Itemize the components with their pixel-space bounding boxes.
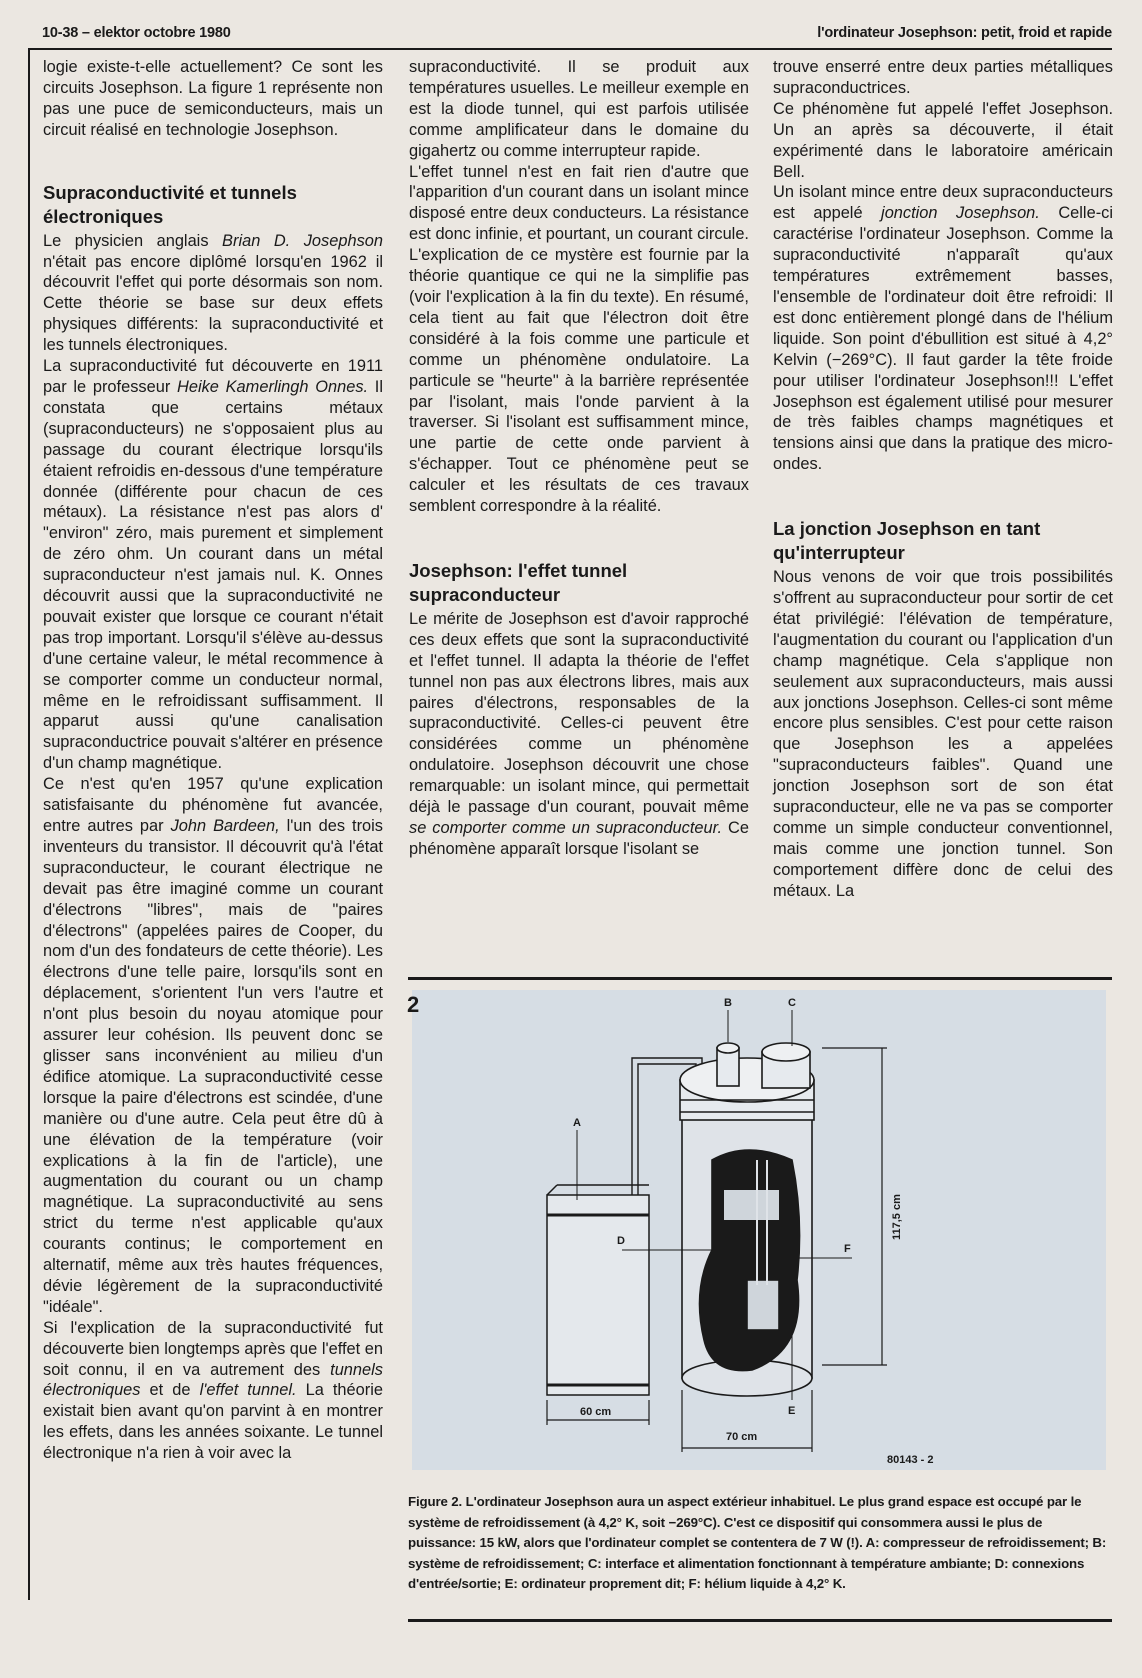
column-3 [773,57,1113,902]
paragraph: Le physicien anglais Brian D. Josephson n'était pas encore diplômé lorsqu'en 1962 il découvrit l'effet qui porte désormais son nom. Cette théorie se base sur deux effets physiques différents: la supraconductivité et les tunnels électroniques. [43,231,384,355]
paragraph: La supraconductivité fut découverte en 1911 par le professeur Heike Kamerlingh Onnes. Il constata que certains métaux (supraconducteurs) ne s'opposaient plus au passage du courant électrique lorsqu'ils étaient refroidis en-dessous d'une température donnée (différente pour chacun de ces métaux). La résistance n'est pas alors d' "environ" zéro, mais purement et simplement de zéro ohm. Un courant dans un métal supraconducteur n'est jamais nul. K. Onnes découvrit aussi que la supraconductivité ne pouvait exister que lorsque ce courant n'était pas trop important. Lorsqu'il s'élève au-dessus d'une certaine valeur, le métal recommence à se comporter comme un conducteur normal, même en le refroidissant suffisamment. Il apparut aussi qu'une canalisation supraconductrice pouvait s'altérer en présence d'un champ magnétique. [43,357,383,773]
section-heading: Supraconductivité et tunnels électroniques [43,181,297,227]
cryostat [680,1043,814,1396]
section-heading: La jonction Josephson en tant qu'interrupteur [773,518,1041,564]
label-a: A [573,1117,581,1129]
label-b: B [724,997,732,1009]
figure-number: 2 [407,992,420,1017]
page-header-left: 10-38 – elektor octobre 1980 [42,25,231,41]
dimension-60cm: 60 cm [580,1406,612,1418]
paragraph: Ce n'est qu'en 1957 qu'une explication satisfaisante du phénomène fut avancée, entre autres par John Bardeen, l'un des trois inventeurs du transistor. Il découvrit qu'à l'état supraconducteur, le courant électrique ne devait pas être imaginé comme un courant d'électrons "libres", mais de "paires d'électrons" (appelées paires de Cooper, du nom d'un des fondateurs de cette théorie). Les électrons d'une telle paire, lorsqu'ils sont en déplacement, s'orientent l'un vers l'autre et n'ont plus besoin du noyau atomique pour assurer leur cohésion. Ils peuvent donc se glisser sans inconvénient au milieu d'un édifice atomique. La supraconductivité cesse lorsque la paire d'électrons est scindée, d'une manière ou d'une autre. Cela peut être dû à une élévation de la température (voir explications à la fin de l'article), une augmentation du courant ou un champ magnétique. La supraconductivité au sens strict du terme n'est applicable qu'aux courants continus; le comportement en alternatif, même aux très hautes fréquences, dévie légèrement de la supraconductivité "idéale". [43,775,384,1316]
column-2 [409,57,749,860]
figure-caption: Figure 2. L'ordinateur Josephson aura un aspect extérieur inhabituel. Le plus grand espace est occupé par le système de refroidissement (à 4,2° K, soit −269°C). C'est ce dispositif qui consommera aussi le plus de puissance: 15 kW, alors que l'ordinateur complet se contentera de 7 W (!). A: compresseur de refroidissement; B: système de refroidissement; C: interface et alimentation fonctionnant à température ambiante; D: connexions d'entrée/sortie; E: ordinateur proprement dit; F: hélium liquide à 4,2° K. [408,1494,1107,1592]
page-header-right: l'ordinateur Josephson: petit, froid et rapide [817,25,1112,41]
dimension-117cm: 117,5 cm [891,1194,903,1240]
dimension-70cm: 70 cm [726,1431,758,1443]
paragraph: L'effet tunnel n'est en fait rien d'autre que l'apparition d'un courant dans un isolant mince disposé entre deux conducteurs. La résistance est donc infinie, et pourtant, un courant circule. L'explication de ce mystère est fournie par la théorie quantique ce qui ne la simplifie pas (voir l'explication à la fin du texte). En résumé, cela tient au fait que l'électron doit être considéré à la fois comme une particule et comme un phénomène ondulatoire. La particule se "heurte" à la barrière représentée par l'isolant, mais l'onde parvient à la traverser. Si l'isolant est suffisamment mince, une partie de cette onde parvient à s'échapper. Tout ce phénomène peut se calculer et les résultats de ces travaux semblent correspondre à la réalité. [409,162,749,516]
figure-top-rule [408,977,1112,980]
caption-bottom-rule [408,1619,1112,1622]
compressor-box [547,1185,649,1395]
cryostat-illustration [412,990,1112,1470]
paragraph: Un isolant mince entre deux supraconducteurs est appelé jonction Josephson. Celle-ci caractérise l'ordinateur Josephson. Comme la supraconductivité n'apparaît qu'aux températures extrêmement basses, l'ensemble de l'ordinateur doit être refroidi: Il est donc entièrement plongé dans de l'hélium liquide. Son point d'ébullition est situé à 4,2° Kelvin (−269°C). Il faut garder la tête froide pour utiliser l'ordinateur Josephson!!! L'effet Josephson est également utilisé pour mesurer de très faibles champs magnétiques et tensions ainsi que dans la pratique des micro-ondes. [773,183,1113,474]
label-d: D [617,1235,625,1247]
paragraph: Nous venons de voir que trois possibilités s'offrent au supraconducteur pour sortir de cet état privilégié: l'élévation de température, l'augmentation du courant ou l'application d'un champ magnétique. Cela s'applique non seulement aux supraconducteurs, mais aussi aux jonctions Josephson. Celles-ci sont même encore plus sensibles. C'est pour cette raison que Josephson les a appelées "supraconducteurs faibles". Quand une jonction Josephson sort de son état supraconducteur, elle ne va pas se comporter comme un simple conducteur conventionnel, mais comme une jonction tunnel. Son comportement diffère donc de celui des métaux. La [773,568,1113,900]
figure-ref: 80143 - 2 [887,1454,934,1466]
left-margin-rule [28,48,30,1600]
paragraph: Ce phénomène fut appelé l'effet Josephson. Un an après sa découverte, il était expérimenté dans le laboratoire américain Bell. [773,99,1113,181]
section-heading: Josephson: l'effet tunnel supraconducteur [409,559,628,605]
paragraph: Si l'explication de la supraconductivité fut découverte bien longtemps après que l'effet en soit connu, il en va autrement des tunnels électroniques et de l'effet tunnel. La théorie existait bien avant qu'on parvint à en montrer les effets, dans les années soixante. Le tunnel électronique n'a rien à voir avec la [43,1318,383,1463]
paragraph: Le mérite de Josephson est d'avoir rapproché ces deux effets que sont la supraconductivité et l'effet tunnel. Il adapta la théorie de l'effet tunnel non pas aux électrons libres, mais aux paires d'électrons, responsables de la supraconductivité. Celles-ci peuvent être considérées comme un phénomène ondulatoire. Josephson découvrit une chose remarquable: un isolant mince, qui permettait déjà le passage d'un courant, pouvait même se comporter comme un supraconducteur. Ce phénomène apparaît lorsque l'isolant se [409,609,749,858]
label-f: F [844,1243,851,1255]
paragraph: supraconductivité. Il se produit aux températures usuelles. Le meilleur exemple en est la diode tunnel, qui est parfois utilisée comme amplificateur dans le domaine du gigahertz ou comme interrupteur rapide. [409,58,749,160]
paragraph: trouve enserré entre deux parties métalliques supraconductrices. [773,58,1113,97]
label-c: C [788,997,796,1009]
header-rule [28,48,1112,50]
label-e: E [788,1405,796,1417]
paragraph: logie existe-t-elle actuellement? Ce sont les circuits Josephson. La figure 1 représente non pas une puce de semiconducteurs, mais un circuit réalisé en technologie Josephson. [43,58,383,139]
column-1 [43,57,383,1464]
